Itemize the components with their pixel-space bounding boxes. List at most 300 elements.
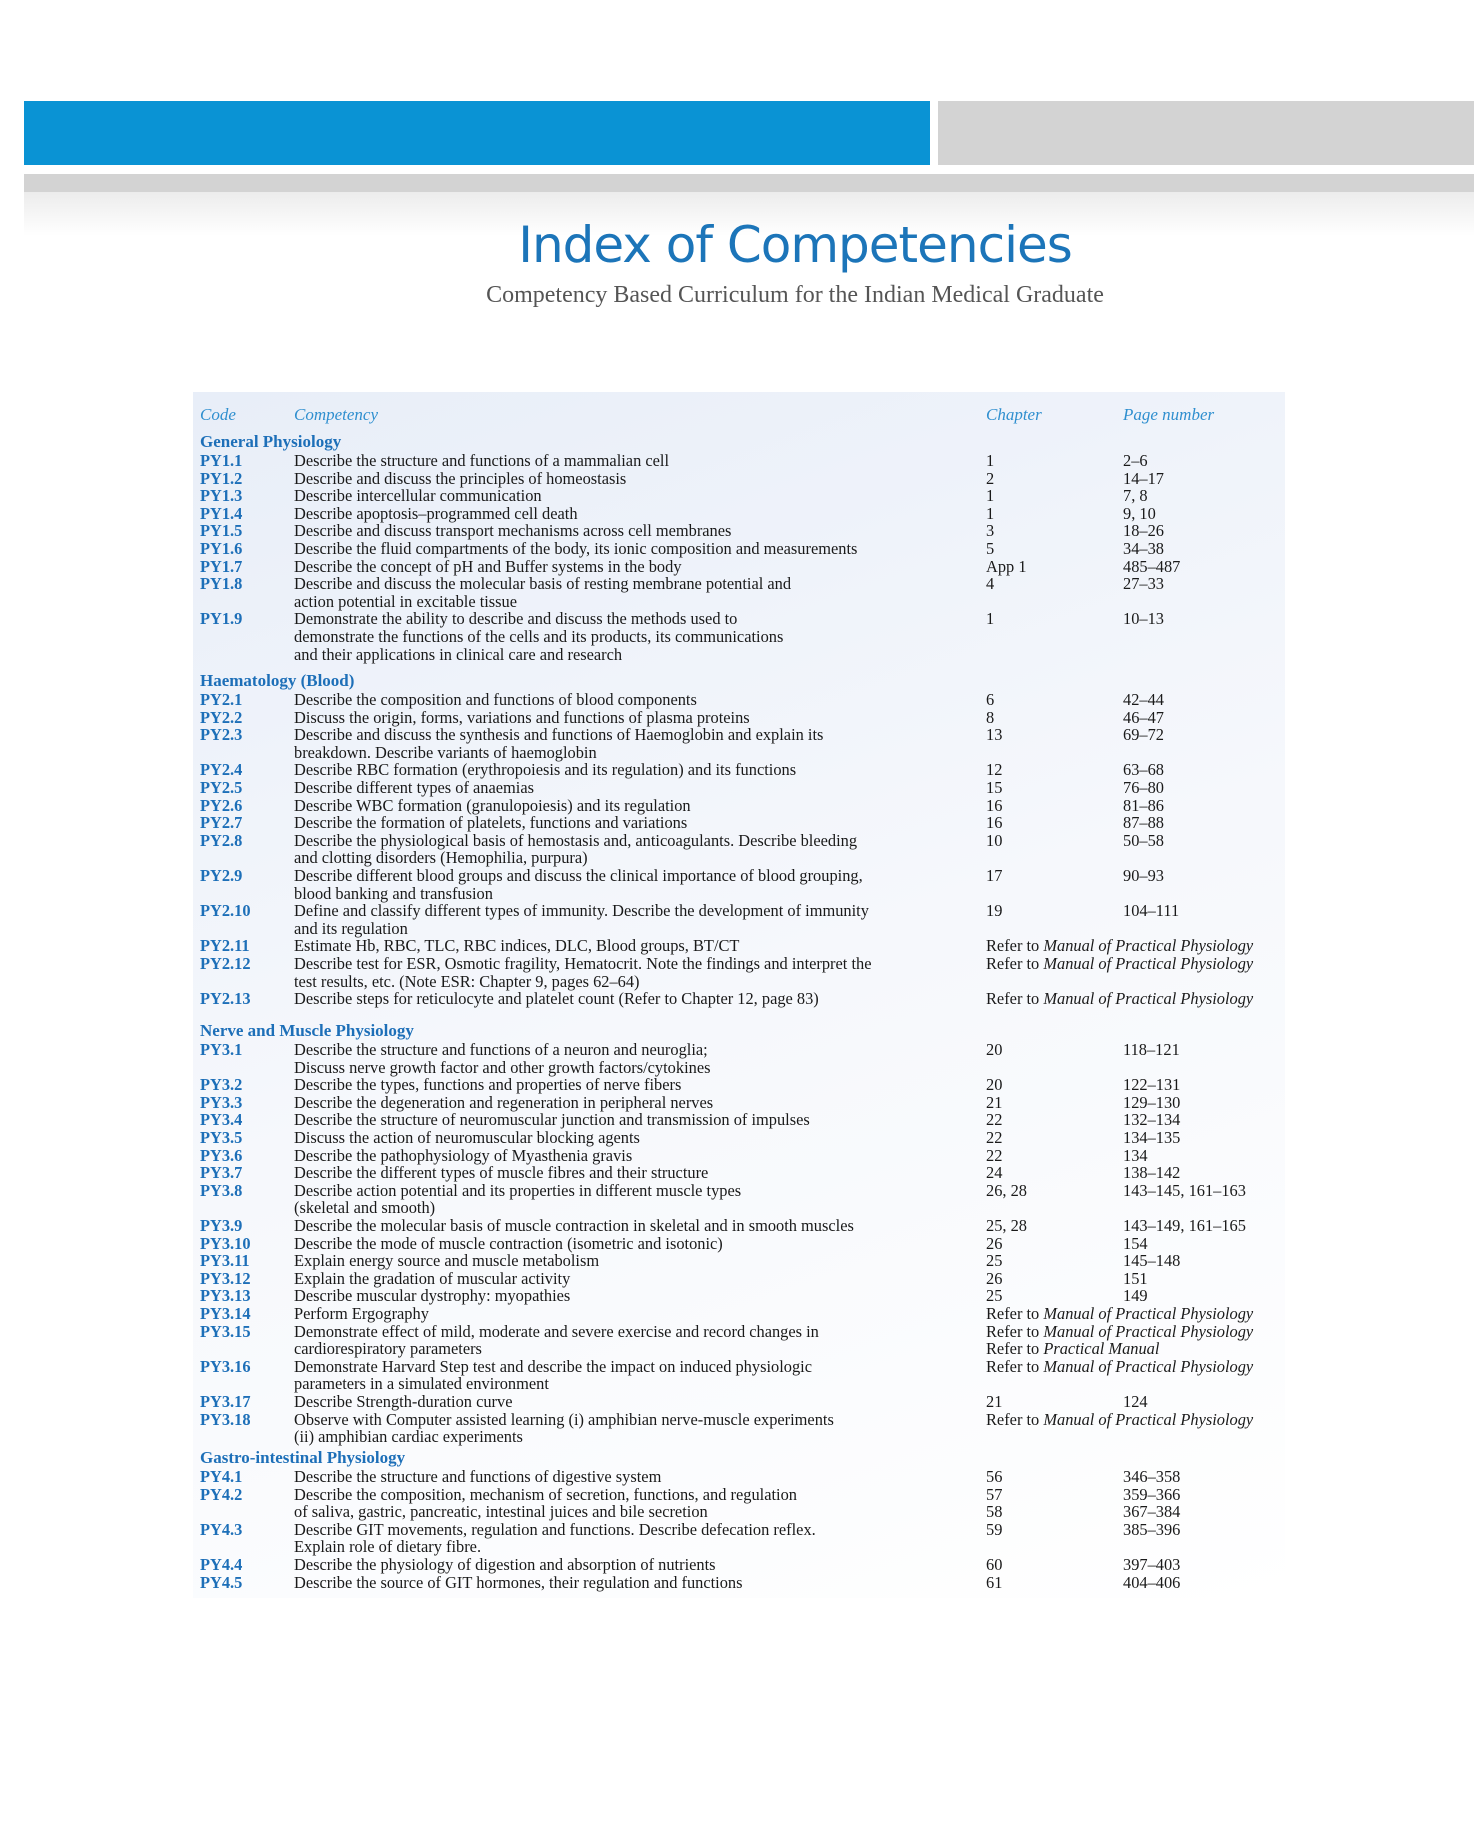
- chapter-number-line: 26, 28: [986, 1180, 1027, 1200]
- page-number: [1123, 1486, 1180, 1521]
- competency-code: PY2.7: [200, 813, 243, 833]
- competency-code: PY3.1: [200, 1040, 243, 1059]
- chapter-number-line: 22: [986, 1128, 1003, 1147]
- page-number: [1123, 902, 1179, 920]
- chapter-number-line: 57: [986, 1484, 1003, 1504]
- competency-code: PY3.8: [200, 1180, 243, 1200]
- column-header-chapter: Chapter: [986, 405, 1042, 424]
- competency-text: [294, 1270, 954, 1288]
- competency-text-line: Demonstrate the ability to describe and discuss the methods used to: [294, 609, 738, 629]
- column-header-competency: Competency: [294, 405, 379, 424]
- competency-code: PY2.6: [200, 795, 243, 815]
- competency-text-line: Describe Strength-duration curve: [294, 1392, 513, 1411]
- page-number: [1123, 452, 1148, 470]
- page-number-line: 143–145, 161–163: [1123, 1180, 1246, 1200]
- chapter-number: [986, 1164, 1002, 1182]
- page-number-line: 151: [1123, 1268, 1148, 1288]
- competency-text-line: Describe the structure and functions of digestive system: [294, 1467, 662, 1486]
- competency-text-line: Describe steps for reticulocyte and platelet count (Refer to Chapter 12, page 83): [294, 989, 819, 1009]
- page-number-line: 104–111: [1123, 901, 1180, 921]
- reference-title: Manual of Practical Physiology: [1043, 1321, 1254, 1341]
- competency-code: PY2.11: [200, 936, 250, 956]
- competency-text: [294, 1411, 954, 1446]
- page-number-line: 134: [1123, 1145, 1148, 1165]
- reference-prefix: Refer to: [986, 1304, 1044, 1323]
- reference-note: [986, 1305, 1253, 1323]
- page-number-line: 87–88: [1123, 813, 1164, 833]
- competency-text-line: Describe the concept of pH and Buffer systems in the body: [294, 556, 682, 576]
- chapter-number: [986, 452, 994, 470]
- chapter-number: [986, 470, 994, 488]
- competency-code: PY2.12: [200, 954, 251, 973]
- page-number: [1123, 1111, 1180, 1129]
- chapter-number-line: 22: [986, 1110, 1003, 1130]
- competency-text-line: action potential in excitable tissue: [294, 591, 518, 611]
- reference-note: [986, 1358, 1253, 1376]
- competency-code: PY3.15: [200, 1321, 251, 1341]
- chapter-number: [986, 902, 1002, 920]
- competency-text-line: Demonstrate Harvard Step test and describe the impact on induced physiologic: [294, 1356, 812, 1376]
- chapter-number: [986, 1468, 1002, 1486]
- chapter-number-line: 5: [986, 539, 995, 558]
- competency-text: [294, 797, 954, 815]
- competency-text: [294, 575, 954, 610]
- competency-text-line: (skeletal and smooth): [294, 1198, 436, 1218]
- competency-text: [294, 1574, 954, 1592]
- competency-text: [294, 487, 954, 505]
- competency-code: PY2.13: [200, 989, 251, 1009]
- chapter-number-line: 1: [986, 486, 995, 506]
- page-number-line: 46–47: [1123, 707, 1164, 727]
- page-number: [1123, 470, 1164, 488]
- page-number-line: 138–142: [1123, 1163, 1181, 1183]
- competency-text: [294, 452, 954, 470]
- chapter-number: [986, 1270, 1002, 1288]
- reference-prefix: Refer to: [986, 989, 1044, 1009]
- competency-text: [294, 691, 954, 709]
- page-number-line: 90–93: [1123, 866, 1164, 885]
- chapter-number-line: 60: [986, 1555, 1003, 1574]
- reference-title: Manual of Practical Physiology: [1043, 1409, 1254, 1429]
- page-number: [1123, 867, 1164, 885]
- chapter-number-line: 58: [986, 1502, 1003, 1522]
- competency-code: PY2.4: [200, 760, 243, 780]
- reference-line: [986, 1340, 1253, 1358]
- page-number-line: 76–80: [1123, 778, 1164, 797]
- competency-text-line: Describe action potential and its properties in different muscle types: [294, 1180, 742, 1200]
- page-number: [1123, 797, 1164, 815]
- page-number-line: 34–38: [1123, 539, 1164, 558]
- chapter-number-line: 4: [986, 574, 995, 594]
- page-number: [1123, 832, 1164, 850]
- column-header-code: Code: [200, 405, 236, 424]
- competency-code: PY3.14: [200, 1304, 251, 1323]
- page-number-line: 134–135: [1123, 1128, 1181, 1147]
- chapter-number: [986, 1217, 1027, 1235]
- page-number-line: 367–384: [1123, 1502, 1181, 1522]
- chapter-number-line: 21: [986, 1092, 1003, 1112]
- competency-code: PY1.2: [200, 468, 243, 488]
- competency-code: PY4.2: [200, 1484, 243, 1504]
- chapter-number-line: 25: [986, 1286, 1003, 1306]
- page-number-line: 2–6: [1123, 451, 1148, 470]
- chapter-number-line: 1: [986, 503, 995, 523]
- chapter-number-line: 13: [986, 725, 1003, 745]
- competency-text: [294, 1287, 954, 1305]
- chapter-number-line: 25: [986, 1251, 1003, 1271]
- competency-text: [294, 470, 954, 488]
- reference-prefix: Refer to: [986, 954, 1044, 973]
- reference-note: [986, 955, 1253, 973]
- competency-code: PY2.2: [200, 707, 243, 727]
- page-number: [1123, 540, 1164, 558]
- competency-text-line: Describe the fluid compartments of the body, its ionic composition and measurements: [294, 539, 858, 558]
- competency-text: [294, 1393, 954, 1411]
- competency-text: [294, 505, 954, 523]
- competency-text: [294, 1129, 954, 1147]
- page-number: [1123, 1556, 1180, 1574]
- page-number: [1123, 761, 1164, 779]
- chapter-number: [986, 1521, 1002, 1539]
- competency-code: PY1.8: [200, 574, 243, 594]
- competency-text-line: Describe the composition and functions of blood components: [294, 690, 697, 709]
- page-number-line: 145–148: [1123, 1251, 1181, 1271]
- page-subtitle: Competency Based Curriculum for the Indian Medical Graduate: [486, 282, 1104, 308]
- page-number: [1123, 726, 1164, 744]
- competency-code: PY1.6: [200, 539, 243, 558]
- chapter-number: [986, 1574, 1002, 1592]
- competency-code: PY4.4: [200, 1555, 243, 1574]
- competency-text-line: Describe the formation of platelets, functions and variations: [294, 813, 688, 833]
- competency-text-line: and clotting disorders (Hemophilia, purpura): [294, 848, 588, 868]
- page-number: [1123, 1164, 1180, 1182]
- chapter-number-line: 10: [986, 830, 1003, 850]
- competency-text: [294, 1252, 954, 1270]
- chapter-number: [986, 1556, 1002, 1574]
- chapter-number-line: 2: [986, 468, 995, 488]
- page-number-line: 397–403: [1123, 1555, 1181, 1574]
- reference-line: [986, 1358, 1253, 1376]
- chapter-number: [986, 575, 994, 593]
- competency-text: [294, 1217, 954, 1235]
- chapter-number-line: 17: [986, 866, 1003, 885]
- page-number: [1123, 558, 1180, 576]
- competency-text-line: Describe the pathophysiology of Myasthenia gravis: [294, 1145, 633, 1165]
- competency-text-line: Describe the physiology of digestion and absorption of nutrients: [294, 1555, 716, 1574]
- competency-text-line: Describe the structure and functions of a neuron and neuroglia;: [294, 1040, 708, 1059]
- reference-prefix: Refer to: [986, 1356, 1044, 1376]
- chapter-number: [986, 610, 994, 628]
- competency-text-line: Explain role of dietary fibre.: [294, 1537, 482, 1557]
- page-number-line: 129–130: [1123, 1092, 1181, 1112]
- reference-prefix: Refer to: [986, 1339, 1044, 1359]
- page-number: [1123, 1182, 1246, 1200]
- page-number: [1123, 1252, 1180, 1270]
- competency-code: PY3.16: [200, 1356, 251, 1376]
- chapter-number: [986, 832, 1002, 850]
- competency-text: [294, 1111, 954, 1129]
- page-number-line: 14–17: [1123, 468, 1164, 488]
- competency-text: [294, 1182, 954, 1217]
- chapter-number-line: 15: [986, 778, 1003, 797]
- chapter-number: [986, 709, 994, 727]
- chapter-number: [986, 814, 1002, 832]
- chapter-number-line: App 1: [986, 556, 1027, 576]
- competency-text: [294, 1521, 954, 1556]
- chapter-number: [986, 779, 1002, 797]
- competency-text-line: Describe the source of GIT hormones, their regulation and functions: [294, 1572, 743, 1592]
- page-number-line: 27–33: [1123, 574, 1164, 594]
- chapter-number-line: 26: [986, 1268, 1003, 1288]
- page-number: [1123, 779, 1164, 797]
- competency-text-line: Describe and discuss the principles of homeostasis: [294, 468, 627, 488]
- chapter-number: [986, 867, 1002, 885]
- competency-code: PY2.1: [200, 690, 243, 709]
- competency-text: [294, 1164, 954, 1182]
- competency-text-line: Observe with Computer assisted learning (i) amphibian nerve-muscle experiments: [294, 1409, 834, 1429]
- competency-code: PY3.5: [200, 1128, 243, 1147]
- page-number-line: 122–131: [1123, 1075, 1181, 1095]
- page-number: [1123, 1041, 1180, 1059]
- chapter-number: [986, 522, 994, 540]
- competency-code: PY2.10: [200, 901, 251, 921]
- section-heading: Gastro-intestinal Physiology: [200, 1448, 406, 1467]
- competency-text: [294, 1358, 954, 1393]
- chapter-number: [986, 505, 994, 523]
- page-number: [1123, 1129, 1180, 1147]
- chapter-number: [986, 1041, 1002, 1059]
- reference-title: Manual of Practical Physiology: [1043, 954, 1254, 973]
- competency-text-line: Perform Ergography: [294, 1304, 429, 1323]
- chapter-number: [986, 691, 994, 709]
- competency-text-line: Describe the structure and functions of a mammalian cell: [294, 451, 670, 470]
- competency-text: [294, 955, 954, 990]
- page-number: [1123, 1270, 1148, 1288]
- competency-code: PY3.9: [200, 1216, 243, 1235]
- competency-text-line: Discuss the action of neuromuscular blocking agents: [294, 1128, 640, 1147]
- competency-code: PY1.7: [200, 556, 243, 576]
- competency-code: PY2.8: [200, 830, 243, 850]
- competency-text-line: Demonstrate effect of mild, moderate and severe exercise and record changes in: [294, 1321, 819, 1341]
- section-heading: Nerve and Muscle Physiology: [200, 1021, 414, 1040]
- reference-line: [986, 937, 1253, 955]
- competency-text-line: Estimate Hb, RBC, TLC, RBC indices, DLC, Blood groups, BT/CT: [294, 936, 740, 956]
- competency-text-line: Describe RBC formation (erythropoiesis and its regulation) and its functions: [294, 760, 797, 780]
- competency-text-line: and their applications in clinical care and research: [294, 644, 623, 664]
- reference-note: [986, 937, 1253, 955]
- competency-text: [294, 814, 954, 832]
- competency-text: [294, 902, 954, 937]
- reference-line: [986, 955, 1253, 973]
- page-number-line: 385–396: [1123, 1519, 1181, 1539]
- chapter-number-line: 8: [986, 707, 995, 727]
- page-number-line: 346–358: [1123, 1467, 1181, 1486]
- page-number-line: 132–134: [1123, 1110, 1181, 1130]
- page-number: [1123, 1287, 1148, 1305]
- chapter-number: [986, 1235, 1002, 1253]
- competency-code: PY3.17: [200, 1392, 251, 1411]
- chapter-number-line: 26: [986, 1233, 1003, 1253]
- chapter-number: [986, 1094, 1002, 1112]
- page-number-line: 42–44: [1123, 690, 1164, 709]
- competency-text-line: Describe the mode of muscle contraction (isometric and isotonic): [294, 1233, 723, 1253]
- reference-note: [986, 1323, 1253, 1358]
- page-number: [1123, 1076, 1180, 1094]
- competency-text-line: Describe the structure of neuromuscular junction and transmission of impulses: [294, 1110, 810, 1130]
- competency-text: [294, 1235, 954, 1253]
- competency-code: PY3.2: [200, 1075, 243, 1095]
- reference-prefix: Refer to: [986, 1321, 1044, 1341]
- competency-text: [294, 832, 954, 867]
- chapter-number-line: 16: [986, 795, 1003, 815]
- page-number: [1123, 691, 1164, 709]
- page-number-line: 7, 8: [1123, 486, 1148, 506]
- chapter-number-line: 1: [986, 451, 995, 470]
- section-heading: General Physiology: [200, 432, 342, 451]
- competency-text-line: Discuss nerve growth factor and other growth factors/cytokines: [294, 1057, 711, 1077]
- page-number: [1123, 1574, 1180, 1592]
- page-number: [1123, 505, 1156, 523]
- chapter-number-line: 6: [986, 690, 995, 709]
- column-header-page: Page number: [1123, 405, 1215, 424]
- chapter-number: [986, 1147, 1002, 1165]
- chapter-number: [986, 1111, 1002, 1129]
- chapter-number: [986, 726, 1002, 744]
- competency-text: [294, 709, 954, 727]
- competency-code: PY1.4: [200, 503, 243, 523]
- chapter-number: [986, 1076, 1002, 1094]
- competency-code: PY1.9: [200, 609, 243, 629]
- page-number: [1123, 1094, 1180, 1112]
- page-title: Index of Competencies: [518, 216, 1072, 274]
- competency-text-line: Describe GIT movements, regulation and functions. Describe defecation reflex.: [294, 1519, 816, 1539]
- competency-code: PY3.18: [200, 1409, 251, 1429]
- page-number-line: 485–487: [1123, 556, 1181, 576]
- competency-text-line: Describe intercellular communication: [294, 486, 542, 506]
- page-number-line: 9, 10: [1123, 503, 1156, 523]
- chapter-number-line: 21: [986, 1392, 1003, 1411]
- competency-text-line: Describe different types of anaemias: [294, 778, 534, 797]
- page-number: [1123, 487, 1148, 505]
- competency-code: PY4.5: [200, 1572, 243, 1592]
- competency-text-line: Define and classify different types of immunity. Describe the development of immunity: [294, 901, 869, 921]
- competency-text: [294, 558, 954, 576]
- chapter-number-line: 20: [986, 1040, 1003, 1059]
- competency-text-line: Describe the physiological basis of hemostasis and, anticoagulants. Describe bleeding: [294, 830, 858, 850]
- reference-prefix: Refer to: [986, 1409, 1044, 1429]
- page-number: [1123, 1393, 1148, 1411]
- competency-text-line: Describe and discuss the synthesis and functions of Haemoglobin and explain its: [294, 725, 824, 745]
- page-number: [1123, 522, 1164, 540]
- competency-text-line: Describe the degeneration and regeneration in peripheral nerves: [294, 1092, 714, 1112]
- competency-text: [294, 1486, 954, 1521]
- competency-code: PY3.11: [200, 1251, 250, 1271]
- page-number: [1123, 1468, 1180, 1486]
- chapter-number-line: 22: [986, 1145, 1003, 1165]
- competency-text: [294, 1041, 954, 1076]
- competency-text: [294, 1076, 954, 1094]
- chapter-number: [986, 797, 1002, 815]
- competency-text-line: Describe the types, functions and properties of nerve fibers: [294, 1075, 682, 1095]
- competency-text-line: Describe WBC formation (granulopoiesis) and its regulation: [294, 795, 691, 815]
- competency-text-line: blood banking and transfusion: [294, 883, 493, 903]
- page-number-line: 63–68: [1123, 760, 1164, 780]
- competency-text: [294, 610, 954, 663]
- chapter-number: [986, 1129, 1002, 1147]
- chapter-number-line: 61: [986, 1572, 1003, 1592]
- page-number-line: 149: [1123, 1286, 1148, 1306]
- reference-title: Manual of Practical Physiology: [1043, 989, 1254, 1009]
- reference-title: Manual of Practical Physiology: [1043, 1356, 1254, 1376]
- chapter-number-line: 25, 28: [986, 1216, 1027, 1235]
- competency-text-line: Explain the gradation of muscular activity: [294, 1268, 571, 1288]
- competency-text: [294, 726, 954, 761]
- reference-title: Manual of Practical Physiology: [1043, 936, 1254, 956]
- chapter-number-line: 20: [986, 1075, 1003, 1095]
- competency-code: PY3.10: [200, 1233, 251, 1253]
- competency-code: PY3.4: [200, 1110, 243, 1130]
- competency-text-line: demonstrate the functions of the cells and its products, its communications: [294, 626, 784, 646]
- page-number: [1123, 1147, 1148, 1165]
- competency-code: PY1.3: [200, 486, 243, 506]
- competency-text-line: Describe the composition, mechanism of secretion, functions, and regulation: [294, 1484, 797, 1504]
- competency-code: PY3.7: [200, 1163, 243, 1183]
- competency-text: [294, 990, 954, 1008]
- chapter-number-line: 24: [986, 1163, 1003, 1183]
- competency-text-line: Describe and discuss transport mechanisms across cell membranes: [294, 521, 732, 541]
- competency-code: PY4.3: [200, 1519, 243, 1539]
- competency-text-line: parameters in a simulated environment: [294, 1374, 549, 1394]
- competency-text-line: Explain energy source and muscle metabolism: [294, 1251, 600, 1271]
- competency-text-line: Describe different blood groups and discuss the clinical importance of blood grouping,: [294, 866, 863, 885]
- competency-code: PY2.9: [200, 866, 243, 885]
- competency-code: PY3.13: [200, 1286, 251, 1306]
- competency-text-line: cardiorespiratory parameters: [294, 1339, 482, 1359]
- chapter-number-line: 59: [986, 1519, 1003, 1539]
- competency-text: [294, 1305, 954, 1323]
- chapter-number: [986, 1287, 1002, 1305]
- reference-title: Practical Manual: [1043, 1339, 1160, 1359]
- competency-text: [294, 540, 954, 558]
- page-number: [1123, 1521, 1180, 1539]
- page-number-line: 124: [1123, 1392, 1148, 1411]
- chapter-number: [986, 761, 1002, 779]
- competency-text-line: (ii) amphibian cardiac experiments: [294, 1427, 523, 1447]
- reference-title: Manual of Practical Physiology: [1043, 1304, 1254, 1323]
- competency-text-line: of saliva, gastric, pancreatic, intestinal juices and bile secretion: [294, 1502, 708, 1522]
- chapter-number-line: 3: [986, 521, 995, 541]
- page-number-line: 359–366: [1123, 1484, 1181, 1504]
- reference-line: [986, 1323, 1253, 1341]
- competency-text-line: test results, etc. (Note ESR: Chapter 9, pages 62–64): [294, 971, 640, 991]
- chapter-number-line: 12: [986, 760, 1003, 780]
- reference-note: [986, 1411, 1253, 1429]
- competency-text-line: breakdown. Describe variants of haemoglobin: [294, 742, 597, 762]
- competency-text: [294, 1094, 954, 1112]
- page-number: [1123, 610, 1164, 628]
- chapter-number: [986, 540, 994, 558]
- competency-text-line: Describe apoptosis–programmed cell death: [294, 503, 578, 523]
- chapter-number: [986, 558, 1027, 576]
- competency-text-line: Describe the molecular basis of muscle contraction in skeletal and in smooth muscles: [294, 1216, 854, 1235]
- competency-code: PY1.5: [200, 521, 243, 541]
- page-number-line: 143–149, 161–165: [1123, 1216, 1246, 1235]
- reference-line: [986, 990, 1253, 1008]
- competency-text-line: Describe the different types of muscle fibres and their structure: [294, 1163, 709, 1183]
- page-number-line: 118–121: [1123, 1040, 1180, 1059]
- page-number-line: 154: [1123, 1233, 1148, 1253]
- chapter-number-line: 56: [986, 1467, 1003, 1486]
